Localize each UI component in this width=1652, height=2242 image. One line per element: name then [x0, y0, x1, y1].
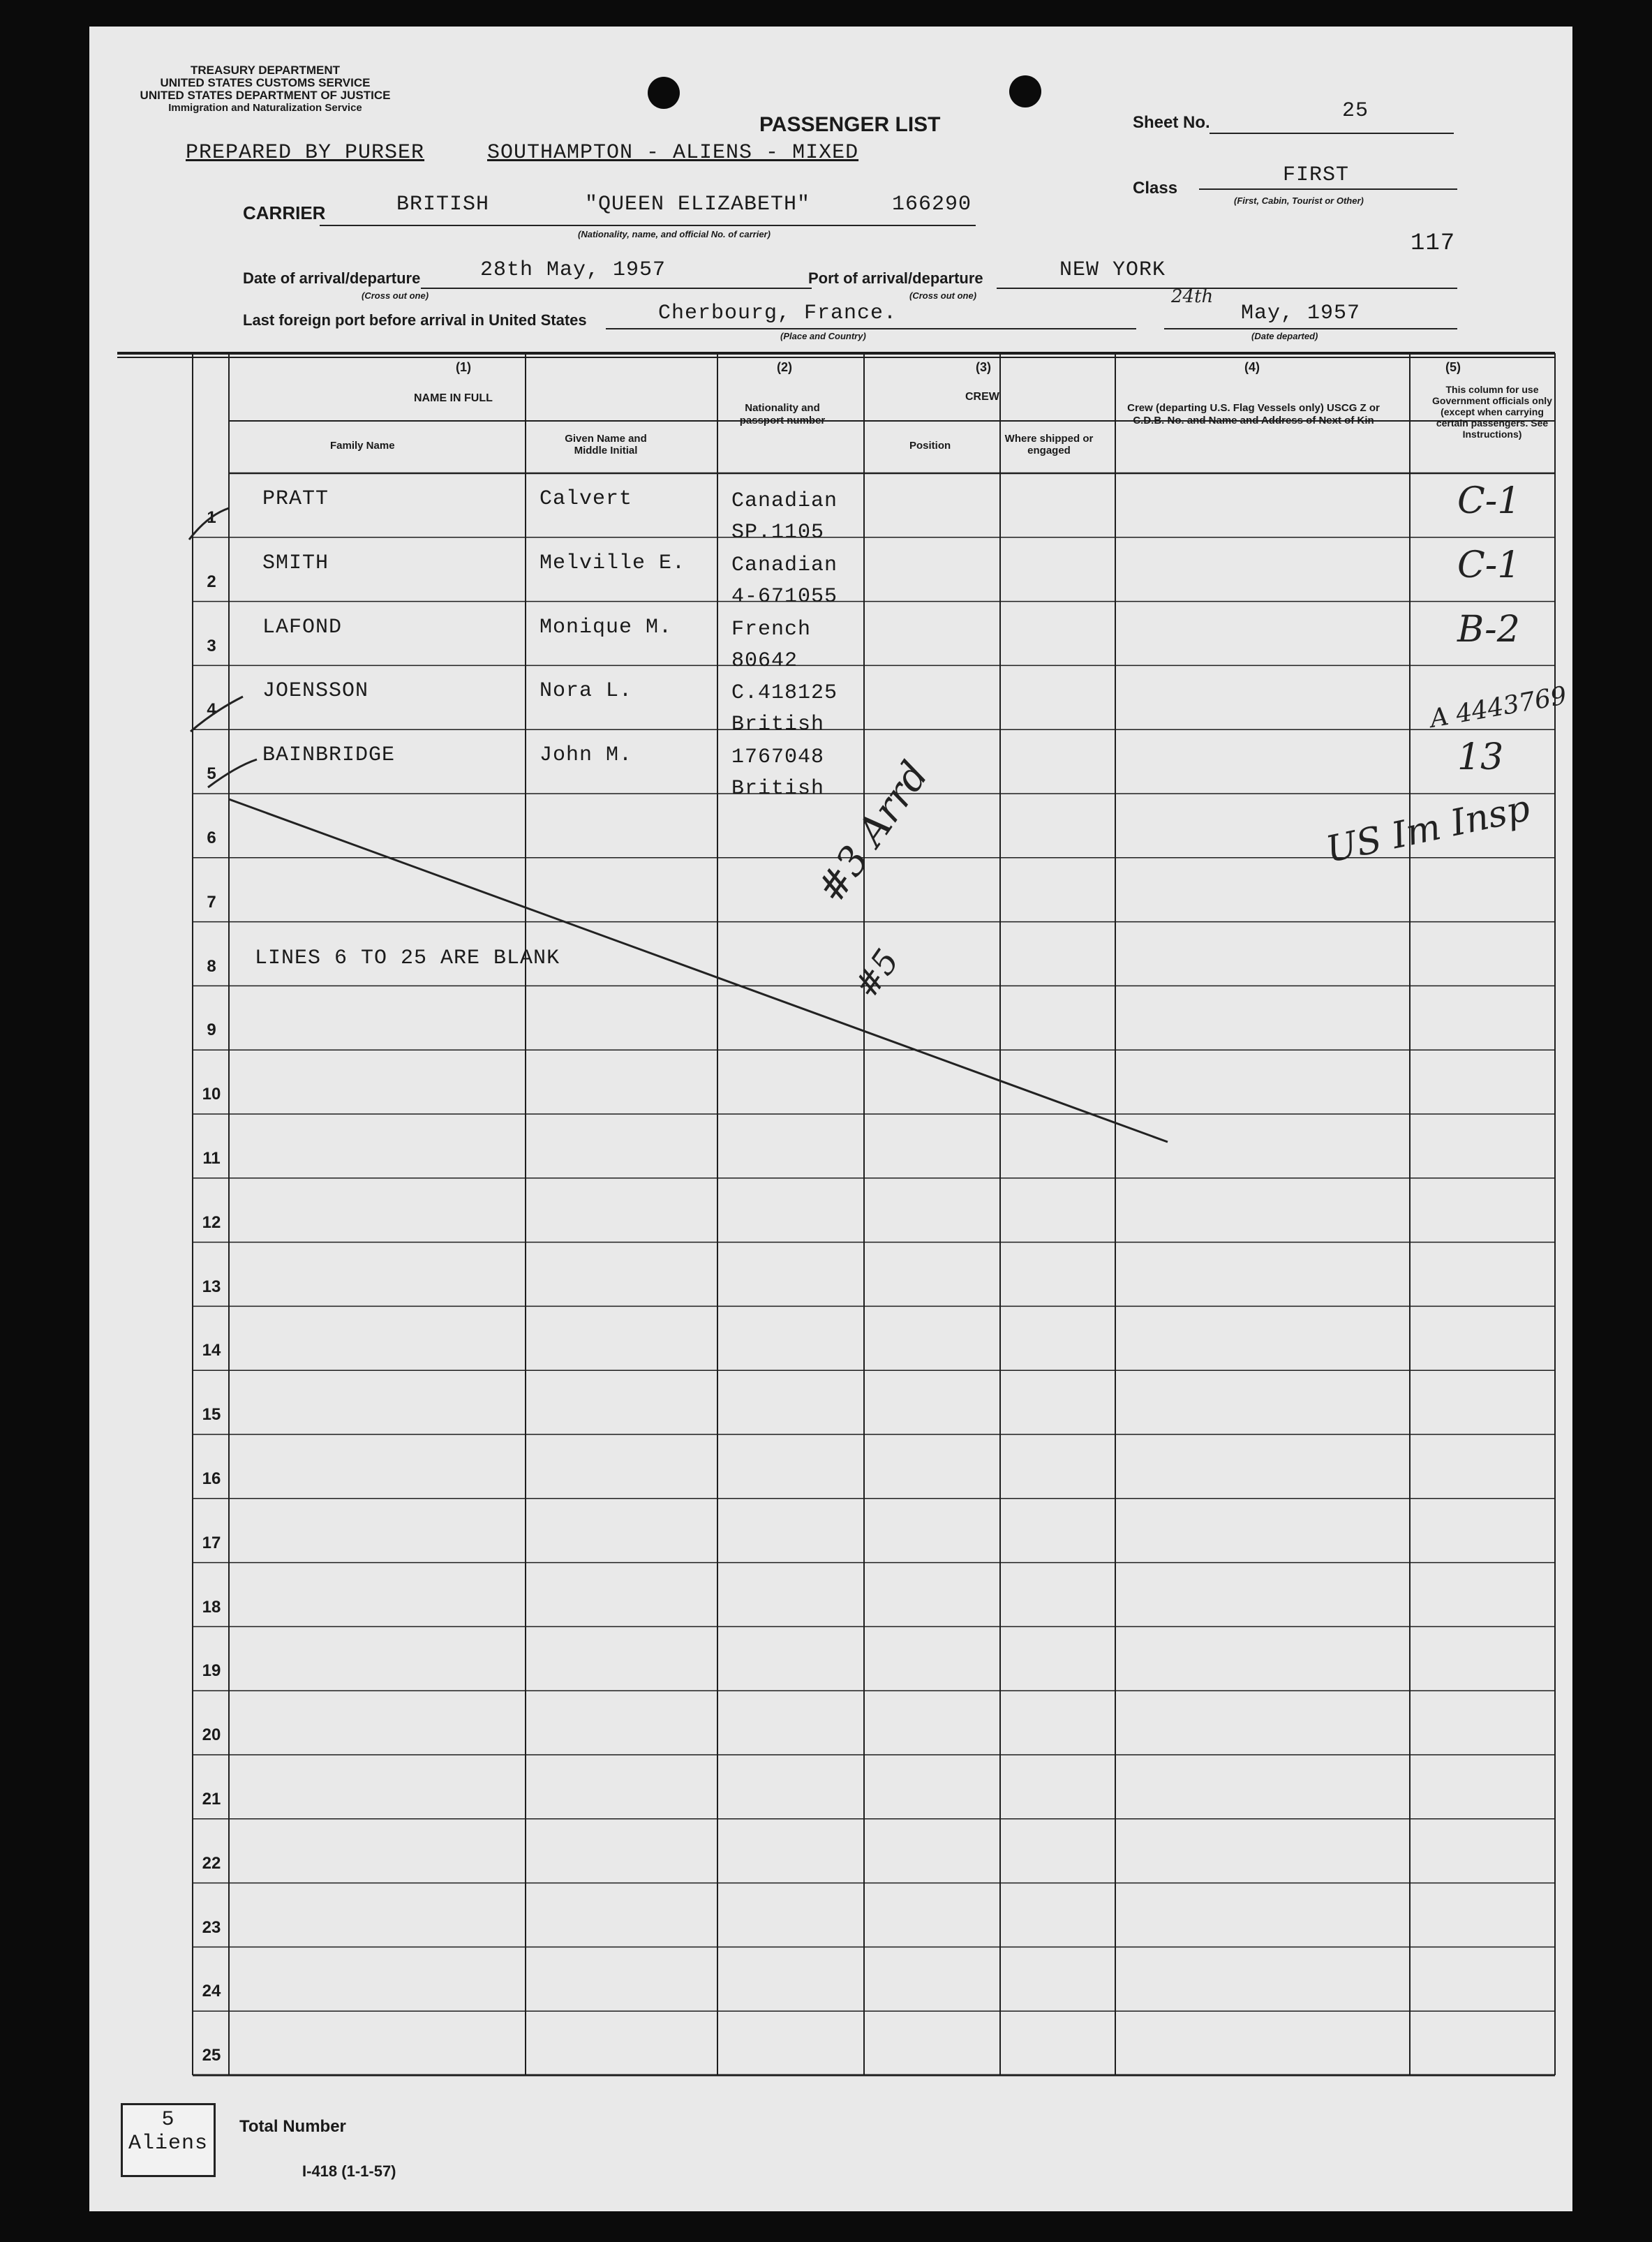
passenger-passport: British	[731, 713, 825, 737]
line-number: 6	[207, 829, 216, 847]
passenger-family-name: SMITH	[262, 551, 329, 575]
line-number: 11	[202, 1149, 221, 1168]
line-number: 10	[202, 1085, 221, 1104]
line-number: 16	[202, 1469, 221, 1488]
passenger-nationality: C.418125	[731, 681, 838, 706]
last-port-value: Cherbourg, France.	[658, 302, 898, 325]
passenger-official-mark: C-1	[1457, 480, 1521, 522]
col3-number: (3)	[976, 360, 991, 374]
passenger-list-sheet	[89, 27, 1572, 2211]
col2-number: (2)	[777, 360, 792, 374]
last-port-label: Last foreign port before arrival in United States	[243, 311, 587, 329]
col5-number: (5)	[1445, 360, 1461, 374]
passenger-given-name: Nora L.	[539, 679, 633, 704]
line-number: 1	[207, 508, 216, 527]
passenger-passport: 4-671055	[731, 584, 838, 609]
line-number: 15	[202, 1405, 221, 1425]
page-title: PASSENGER LIST	[759, 113, 941, 136]
line-number: 3	[207, 636, 216, 655]
position-header: Position	[909, 440, 951, 452]
col4-title: Crew (departing U.S. Flag Vessels only) USCG Z or C.D.B. No. and Name and Address of Next of Kin	[1127, 402, 1380, 426]
passenger-nationality: Canadian	[731, 489, 838, 513]
given-header: Given Name and Middle Initial	[565, 433, 647, 456]
carrier-nationality: BRITISH	[396, 193, 490, 216]
passenger-passport: SP.1105	[731, 521, 825, 544]
date-value: 28th May, 1957	[480, 258, 667, 282]
line-number: 5	[207, 764, 216, 784]
line-number: 13	[202, 1277, 221, 1296]
number-stamp: 117	[1411, 230, 1456, 257]
form-id: I-418 (1-1-57)	[302, 2162, 396, 2180]
passenger-official-mark: C-1	[1457, 544, 1521, 586]
line-number: 7	[207, 892, 216, 912]
agency-line-4: Immigration and Naturalization Service	[168, 102, 362, 114]
line-number: 24	[202, 1982, 221, 2001]
family-header: Family Name	[330, 440, 395, 452]
total-label: Total Number	[239, 2117, 346, 2136]
passenger-given-name: John M.	[539, 743, 633, 768]
line-number: 21	[202, 1790, 221, 1809]
carrier-name: "QUEEN ELIZABETH"	[585, 193, 811, 216]
sheet-label: Sheet No.	[1133, 113, 1210, 132]
line-number: 14	[202, 1341, 221, 1360]
class-value: FIRST	[1283, 163, 1350, 187]
tick-mark-1	[189, 508, 229, 540]
prepared-by: PREPARED BY PURSER	[186, 141, 425, 165]
line-number: 19	[202, 1661, 221, 1681]
date-label: Date of arrival/departure	[243, 269, 421, 287]
carrier-number: 166290	[892, 193, 972, 216]
col2-title: Nationality and passport number	[739, 402, 826, 426]
line-number: 8	[207, 956, 216, 976]
line-number: 20	[202, 1725, 221, 1745]
line-number: 22	[202, 1853, 221, 1873]
line-number: 23	[202, 1917, 221, 1937]
passenger-family-name: BAINBRIDGE	[262, 743, 396, 768]
passenger-given-name: Melville E.	[539, 551, 686, 575]
port-value: NEW YORK	[1059, 258, 1166, 282]
tick-mark-5	[208, 759, 257, 787]
passenger-family-name: PRATT	[262, 487, 329, 511]
handwriting-layer	[89, 27, 1572, 2211]
agency-line-2: UNITED STATES CUSTOMS SERVICE	[160, 76, 371, 89]
passenger-official-mark: A 4443769	[1427, 681, 1569, 734]
col1-number: (1)	[456, 360, 471, 374]
agency-line-3: UNITED STATES DEPARTMENT OF JUSTICE	[140, 89, 391, 102]
strike-line	[229, 799, 1168, 1142]
handwritten-us-insp: US Im Insp	[1323, 787, 1534, 872]
agency-line-1: TREASURY DEPARTMENT	[190, 64, 341, 77]
passenger-family-name: LAFOND	[262, 615, 343, 639]
line-number: 18	[202, 1597, 221, 1617]
passenger-official-mark: 13	[1457, 736, 1504, 779]
col1-title: NAME IN FULL	[414, 392, 493, 404]
passenger-official-mark: B-2	[1457, 608, 1520, 651]
carrier-label: CARRIER	[243, 202, 326, 223]
line-number: 17	[202, 1533, 221, 1552]
line-number: 9	[207, 1020, 216, 1040]
port-hint: (Cross out one)	[909, 290, 977, 301]
line-number: 12	[202, 1212, 221, 1232]
port-label: Port of arrival/departure	[808, 269, 983, 287]
list-type: SOUTHAMPTON - ALIENS - MIXED	[487, 141, 859, 165]
handwritten-arrd: #3 Arrd	[808, 753, 938, 912]
where-header: Where shipped or engaged	[1004, 433, 1094, 456]
line-number: 25	[202, 2046, 221, 2065]
passenger-passport: British	[731, 777, 825, 801]
passenger-nationality: French	[731, 617, 812, 641]
col5-title: This column for use Government officials only (except when carrying certain passengers. See Instructions)	[1432, 384, 1552, 440]
departed-hint: (Date departed)	[1251, 331, 1318, 341]
departed-value: May, 1957	[1241, 302, 1361, 325]
class-label: Class	[1133, 179, 1178, 198]
passenger-given-name: Monique M.	[539, 615, 673, 639]
carrier-hint: (Nationality, name, and official No. of carrier)	[578, 229, 771, 239]
passenger-passport: 80642	[731, 648, 798, 673]
class-hint: (First, Cabin, Tourist or Other)	[1234, 195, 1364, 206]
passenger-given-name: Calvert	[539, 487, 633, 511]
col4-number: (4)	[1244, 360, 1260, 374]
total-count: 5	[161, 2108, 175, 2132]
total-box	[121, 2103, 216, 2177]
col3-title: CREW	[965, 391, 999, 403]
tick-mark-4	[191, 697, 243, 732]
departed-day: 24th	[1171, 286, 1214, 307]
blank-lines-note: LINES 6 TO 25 ARE BLANK	[255, 946, 560, 970]
date-hint: (Cross out one)	[362, 290, 429, 301]
last-port-hint: (Place and Country)	[780, 331, 866, 341]
line-number: 4	[207, 700, 216, 720]
passenger-nationality: 1767048	[731, 745, 825, 770]
line-number: 2	[207, 572, 216, 591]
handwritten-5: #5	[847, 942, 907, 1006]
passenger-nationality: Canadian	[731, 553, 838, 577]
sheet-number: 25	[1342, 99, 1369, 123]
total-unit: Aliens	[128, 2132, 209, 2155]
passenger-family-name: JOENSSON	[262, 679, 369, 704]
